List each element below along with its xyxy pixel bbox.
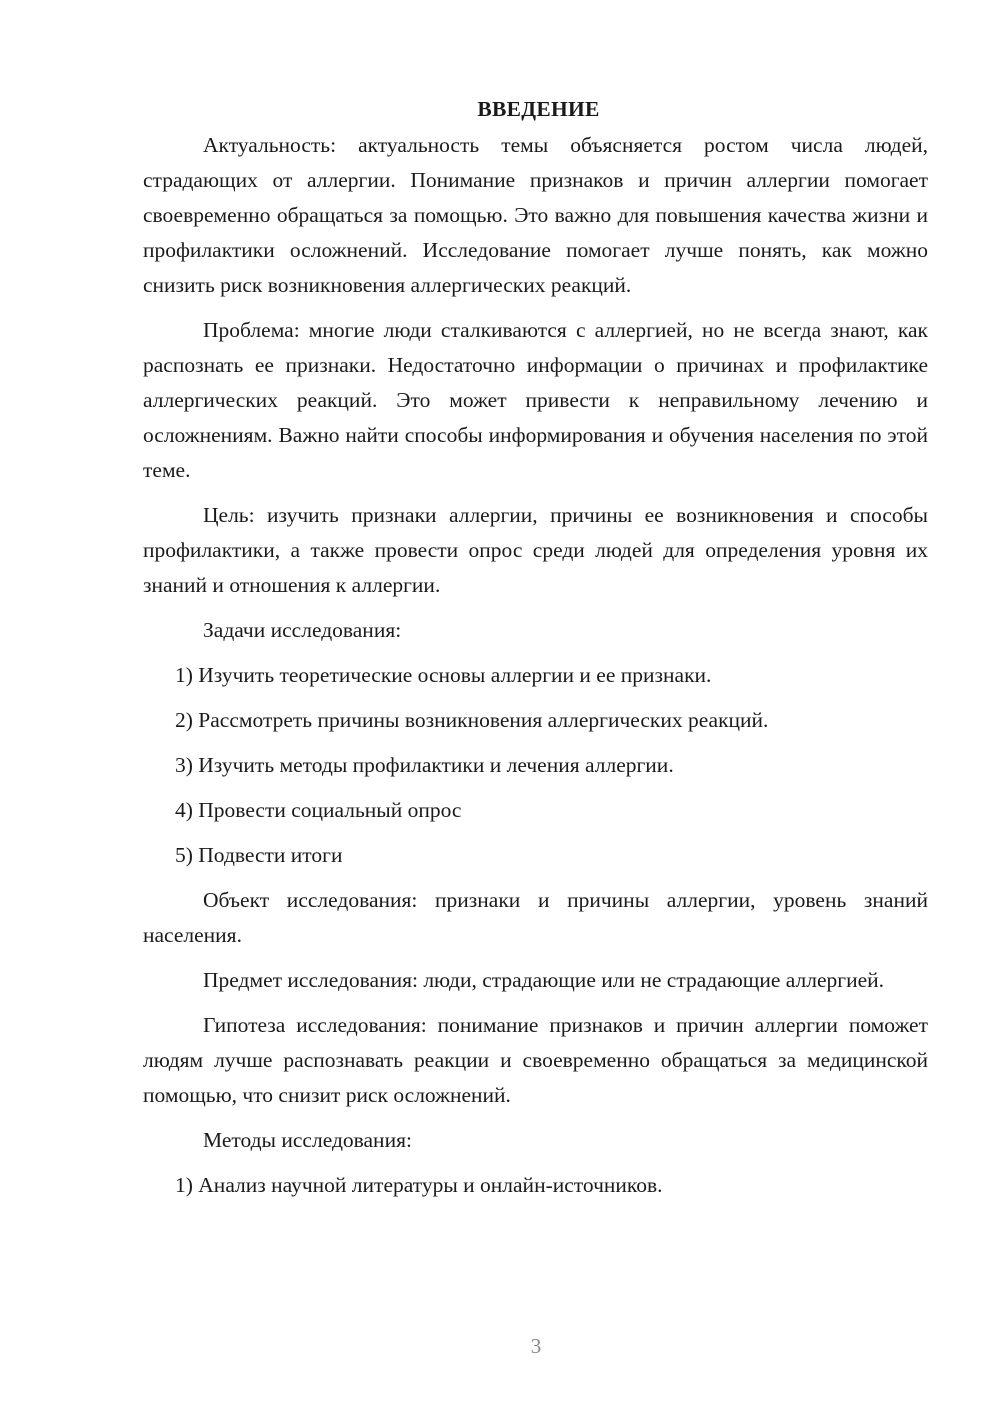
list-item: 3) Изучить методы профилактики и лечения аллергии. bbox=[175, 753, 674, 777]
section-title: ВВЕДЕНИЕ bbox=[477, 97, 600, 121]
problem-paragraph: Проблема: многие люди сталкиваются с аллергией, но не всегда знают, как распознать ее признаки. Недостаточно информации о причинах и профилактике аллергических реакций. Это может привести к неправильному лечению и осложнениям. Важно найти способы информирования и обучения населения по этой теме. bbox=[143, 318, 928, 482]
list-item: 5) Подвести итоги bbox=[175, 843, 343, 867]
hypothesis-paragraph: Гипотеза исследования: понимание признаков и причин аллергии поможет людям лучше распознавать реакции и своевременно обращаться за медицинской помощью, что снизит риск осложнений. bbox=[143, 1013, 928, 1107]
list-item: 1) Анализ научной литературы и онлайн-источников. bbox=[175, 1173, 663, 1197]
list-item: 2) Рассмотреть причины возникновения аллергических реакций. bbox=[175, 708, 769, 732]
subject-paragraph: Предмет исследования: люди, страдающие или не страдающие аллергией. bbox=[203, 968, 885, 992]
relevance-paragraph: Актуальность: актуальность темы объясняется ростом числа людей, страдающих от аллергии. Понимание признаков и причин аллергии помогает своевременно обращаться за помощью. Это важно для повышения качества жизни и профилактики осложнений. Исследование помогает лучше понять, как можно снизить риск возникновения аллергических реакций. bbox=[143, 133, 928, 297]
object-paragraph: Объект исследования: признаки и причины аллергии, уровень знаний населения. bbox=[143, 888, 928, 947]
goal-paragraph: Цель: изучить признаки аллергии, причины ее возникновения и способы профилактики, а также провести опрос среди людей для определения уровня их знаний и отношения к аллергии. bbox=[143, 503, 928, 597]
document-page bbox=[143, 92, 928, 1213]
list-item: 4) Провести социальный опрос bbox=[175, 798, 462, 822]
tasks-heading: Задачи исследования: bbox=[203, 618, 402, 642]
methods-heading: Методы исследования: bbox=[203, 1128, 412, 1152]
list-item: 1) Изучить теоретические основы аллергии и ее признаки. bbox=[175, 663, 712, 687]
methods-list bbox=[143, 1168, 928, 1203]
page-number: 3 bbox=[530, 1334, 542, 1358]
tasks-list bbox=[143, 658, 928, 873]
